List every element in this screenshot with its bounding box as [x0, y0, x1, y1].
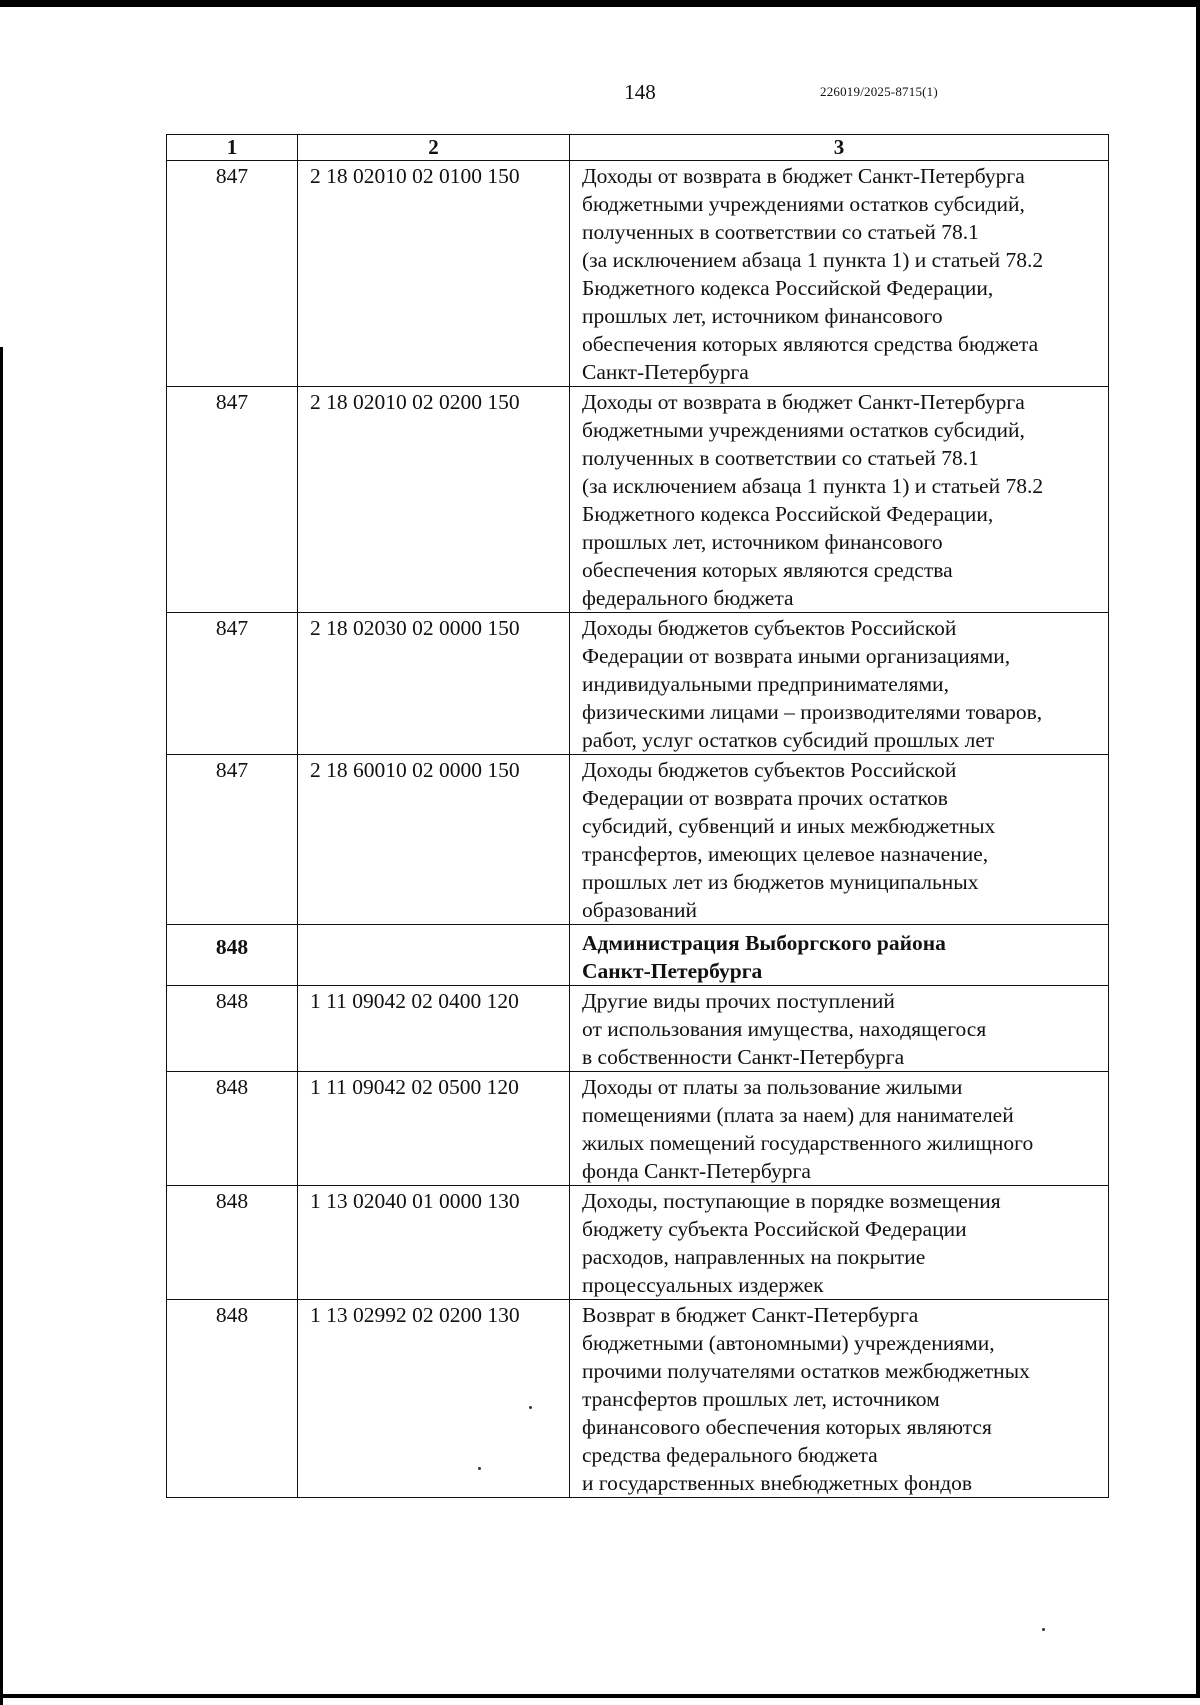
admin-code-cell: 847	[215, 758, 249, 782]
admin-code-cell: 848	[215, 1075, 249, 1099]
table-row	[166, 1186, 1109, 1300]
description-cell: Возврат в бюджет Санкт-Петербурга бюджетными (автономными) учреждениями, прочими получателями остатков межбюджетных трансфертов прошлых лет, источником финансового обеспечения которых являются средства федерального бюджета и государственных внебюджетных фондов	[569, 1300, 1108, 1497]
budget-classification-code-cell	[297, 925, 569, 985]
table-section-row	[166, 925, 1109, 986]
scan-edge-left	[0, 347, 3, 1705]
description-cell: Доходы от возврата в бюджет Санкт-Петербурга бюджетными учреждениями остатков субсидий, полученных в соответствии со статьей 78.1 (за исключением абзаца 1 пункта 1) и статьей 78.2 Бюджетного кодекса Российской Федерации, прошлых лет, источником финансового обеспечения которых являются средства федерального бюджета	[569, 387, 1108, 612]
description-cell: Доходы от возврата в бюджет Санкт-Петербурга бюджетными учреждениями остатков субсидий, полученных в соответствии со статьей 78.1 (за исключением абзаца 1 пункта 1) и статьей 78.2 Бюджетного кодекса Российской Федерации, прошлых лет, источником финансового обеспечения которых являются средства бюджета Санкт-Петербурга	[569, 161, 1108, 386]
budget-classification-code-cell: 2 18 60010 02 0000 150	[297, 755, 569, 924]
budget-classification-code-cell: 2 18 02010 02 0200 150	[297, 387, 569, 612]
page-number: 148	[624, 80, 656, 104]
description-cell: Администрация Выборгского района Санкт-Петербурга	[569, 925, 1108, 985]
column-header-2: 2	[297, 135, 569, 160]
admin-code-cell: 848	[215, 989, 249, 1013]
table-row	[166, 161, 1109, 387]
table-row	[166, 1300, 1109, 1498]
table-row	[166, 755, 1109, 925]
column-header-1: 1	[226, 135, 238, 159]
scan-speck	[478, 1467, 481, 1470]
table-row	[166, 1072, 1109, 1186]
description-cell: Доходы от платы за пользование жилыми помещениями (плата за наем) для нанимателей жилых помещений государственного жилищного фонда Санкт-Петербурга	[569, 1072, 1108, 1185]
admin-code-cell: 848	[215, 1303, 249, 1327]
table-row	[166, 387, 1109, 613]
table-body	[166, 161, 1109, 1498]
budget-classification-code-cell: 1 13 02992 02 0200 130	[297, 1300, 569, 1497]
table-header-row	[166, 134, 1109, 161]
budget-classification-code-cell: 2 18 02030 02 0000 150	[297, 613, 569, 754]
admin-code-cell: 848	[215, 1189, 249, 1213]
budget-classification-code-cell: 2 18 02010 02 0100 150	[297, 161, 569, 386]
revenue-codes-table	[166, 134, 1109, 1498]
budget-classification-code-cell: 1 11 09042 02 0400 120	[297, 986, 569, 1071]
admin-code-cell: 847	[215, 616, 249, 640]
description-cell: Доходы, поступающие в порядке возмещения бюджету субъекта Российской Федерации расходов, направленных на покрытие процессуальных издержек	[569, 1186, 1108, 1299]
description-cell: Другие виды прочих поступлений от использования имущества, находящегося в собственности Санкт-Петербурга	[569, 986, 1108, 1071]
description-cell: Доходы бюджетов субъектов Российской Федерации от возврата иными организациями, индивидуальными предпринимателями, физическими лицами – производителями товаров, работ, услуг остатков субсидий прошлых лет	[569, 613, 1108, 754]
budget-classification-code-cell: 1 13 02040 01 0000 130	[297, 1186, 569, 1299]
scan-speck	[529, 1406, 532, 1409]
admin-code-cell: 847	[215, 164, 249, 188]
scan-speck	[1042, 1628, 1045, 1631]
table-row	[166, 986, 1109, 1072]
admin-code-cell: 848	[215, 935, 249, 959]
table-row	[166, 613, 1109, 755]
column-header-3: 3	[569, 135, 1108, 160]
admin-code-cell: 847	[215, 390, 249, 414]
description-cell: Доходы бюджетов субъектов Российской Федерации от возврата прочих остатков субсидий, субвенций и иных межбюджетных трансфертов, имеющих целевое назначение, прошлых лет из бюджетов муниципальных образований	[569, 755, 1108, 924]
budget-classification-code-cell: 1 11 09042 02 0500 120	[297, 1072, 569, 1185]
document-id: 226019/2025-8715(1)	[820, 84, 938, 99]
